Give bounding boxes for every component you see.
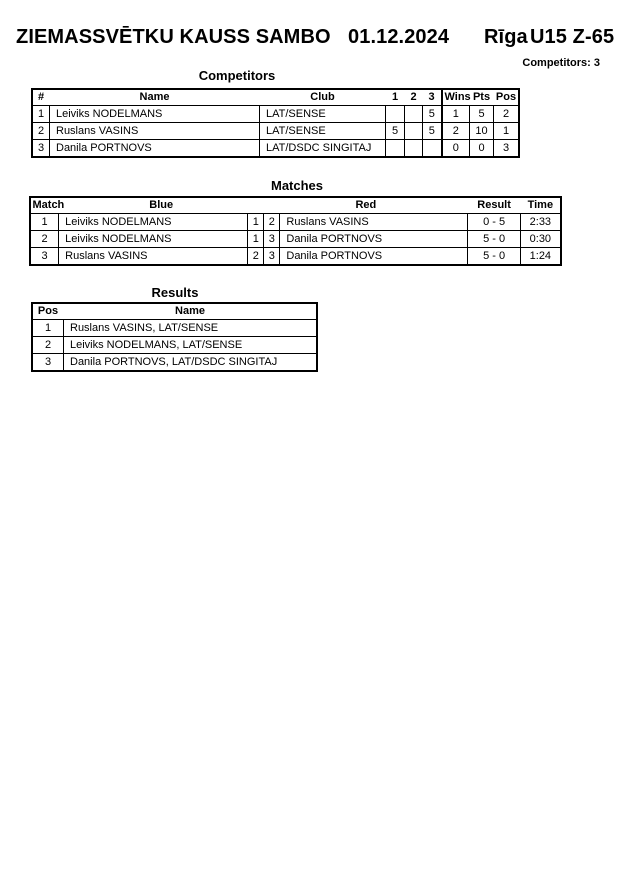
col-pos: Pos — [494, 89, 519, 106]
match-time: 0:30 — [520, 231, 560, 248]
match-result: 5 - 0 — [468, 248, 520, 265]
competitor-pts: 0 — [470, 140, 494, 157]
competitor-wins: 1 — [442, 106, 470, 123]
result-pos: 1 — [33, 320, 64, 337]
results-table — [32, 303, 317, 371]
competitor-pos: 1 — [494, 123, 519, 140]
col-num: # — [33, 89, 50, 106]
col-club: Club — [260, 89, 386, 106]
bout-score: 5 — [423, 106, 442, 123]
table-row — [31, 231, 561, 248]
col-bout-2: 2 — [405, 89, 423, 106]
result-pos: 3 — [33, 354, 64, 371]
blue-competitor: Leiviks NODELMANS — [59, 231, 248, 248]
competitor-pos: 3 — [494, 140, 519, 157]
col-pos: Pos — [33, 303, 64, 320]
competitor-wins: 0 — [442, 140, 470, 157]
col-red: Red — [264, 197, 468, 214]
bout-score — [405, 140, 423, 157]
results-title: Results — [151, 285, 199, 300]
col-bout-3: 3 — [423, 89, 442, 106]
matches-header-row — [31, 197, 561, 214]
competitor-num: 1 — [33, 106, 50, 123]
bout-score — [386, 140, 405, 157]
match-result: 0 - 5 — [468, 214, 520, 231]
col-name: Name — [50, 89, 260, 106]
red-number: 2 — [264, 214, 280, 231]
match-result: 5 - 0 — [468, 231, 520, 248]
match-number: 2 — [31, 231, 59, 248]
blue-competitor: Ruslans VASINS — [59, 248, 248, 265]
col-bout-1: 1 — [386, 89, 405, 106]
bout-score: 5 — [386, 123, 405, 140]
col-name: Name — [64, 303, 317, 320]
competitor-pos: 2 — [494, 106, 519, 123]
competitor-club: LAT/SENSE — [260, 123, 386, 140]
match-number: 1 — [31, 214, 59, 231]
match-time: 2:33 — [520, 214, 560, 231]
red-number: 3 — [264, 248, 280, 265]
bout-score — [405, 106, 423, 123]
competitor-pts: 5 — [470, 106, 494, 123]
competitors-title: Competitors — [198, 68, 276, 83]
event-city: Rīga — [484, 26, 528, 48]
result-name: Danila PORTNOVS, LAT/DSDC SINGITAJ — [64, 354, 317, 371]
competitors-count: Competitors: 3 — [522, 57, 600, 69]
competitor-num: 3 — [33, 140, 50, 157]
table-row — [33, 337, 317, 354]
bout-score — [423, 140, 442, 157]
blue-number: 1 — [248, 231, 264, 248]
match-number: 3 — [31, 248, 59, 265]
col-result: Result — [468, 197, 520, 214]
document-title — [16, 26, 626, 50]
results-header-row — [33, 303, 317, 320]
bout-score — [386, 106, 405, 123]
competitor-num: 2 — [33, 123, 50, 140]
col-time: Time — [520, 197, 560, 214]
competitors-table — [32, 89, 519, 157]
competitor-name: Leiviks NODELMANS — [50, 106, 260, 123]
competitors-header-row — [33, 89, 519, 106]
result-pos: 2 — [33, 337, 64, 354]
competitor-name: Danila PORTNOVS — [50, 140, 260, 157]
red-competitor: Danila PORTNOVS — [280, 231, 468, 248]
table-row — [33, 354, 317, 371]
bout-score — [405, 123, 423, 140]
event-date: 01.12.2024 — [348, 26, 450, 48]
red-competitor: Ruslans VASINS — [280, 214, 468, 231]
col-match: Match — [31, 197, 59, 214]
bout-score: 5 — [423, 123, 442, 140]
table-row — [33, 320, 317, 337]
event-name: ZIEMASSVĒTKU KAUSS SAMBO — [16, 26, 331, 48]
red-number: 3 — [264, 231, 280, 248]
red-competitor: Danila PORTNOVS — [280, 248, 468, 265]
blue-number: 1 — [248, 214, 264, 231]
blue-competitor: Leiviks NODELMANS — [59, 214, 248, 231]
blue-number: 2 — [248, 248, 264, 265]
competitor-club: LAT/DSDC SINGITAJ — [260, 140, 386, 157]
col-blue: Blue — [59, 197, 264, 214]
event-category: U15 Z-65 — [530, 26, 615, 48]
result-name: Leiviks NODELMANS, LAT/SENSE — [64, 337, 317, 354]
result-name: Ruslans VASINS, LAT/SENSE — [64, 320, 317, 337]
table-row — [33, 123, 519, 140]
competitor-name: Ruslans VASINS — [50, 123, 260, 140]
table-row — [31, 248, 561, 265]
table-row — [33, 140, 519, 157]
match-time: 1:24 — [520, 248, 560, 265]
table-row — [33, 106, 519, 123]
competitor-pts: 10 — [470, 123, 494, 140]
competitor-wins: 2 — [442, 123, 470, 140]
col-pts: Pts — [470, 89, 494, 106]
col-wins: Wins — [442, 89, 470, 106]
table-row — [31, 214, 561, 231]
competitor-club: LAT/SENSE — [260, 106, 386, 123]
matches-table — [30, 197, 561, 265]
matches-title: Matches — [270, 178, 324, 193]
